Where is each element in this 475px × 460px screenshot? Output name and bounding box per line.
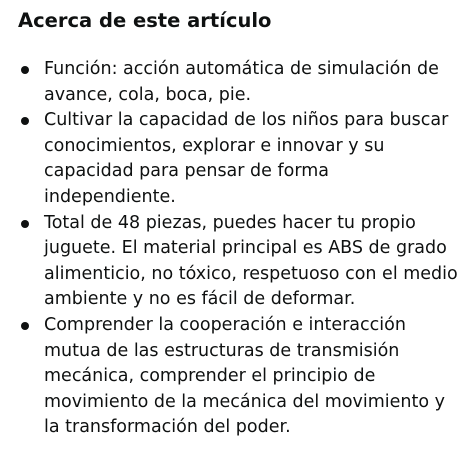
feature-text: Comprender la cooperación e interacción mutua de las estructuras de transmisión mecánica, comprender el principio de movimiento de la mecánica del movimiento y la transformación del poder.	[44, 314, 446, 438]
feature-text: Total de 48 piezas, puedes hacer tu propio juguete. El material principal es ABS de grado alimenticio, no tóxico, respetuoso con el medio ambiente y no es fácil de deformar.	[44, 212, 458, 310]
list-item	[18, 108, 459, 210]
bullet-icon	[21, 220, 29, 228]
bullet-icon	[21, 322, 29, 330]
bullet-icon	[21, 66, 29, 74]
feature-text: Función: acción automática de simulación de avance, cola, boca, pie.	[44, 59, 439, 105]
section-title: Acerca de este artículo	[18, 9, 272, 32]
bullet-icon	[21, 117, 29, 125]
list-item	[18, 57, 459, 108]
feature-text: Cultivar la capacidad de los niños para buscar conocimientos, explorar e innovar y su capacidad para pensar de forma independiente.	[44, 110, 449, 207]
feature-bullet-list	[18, 57, 459, 441]
list-item	[18, 211, 459, 313]
list-item	[18, 313, 459, 441]
